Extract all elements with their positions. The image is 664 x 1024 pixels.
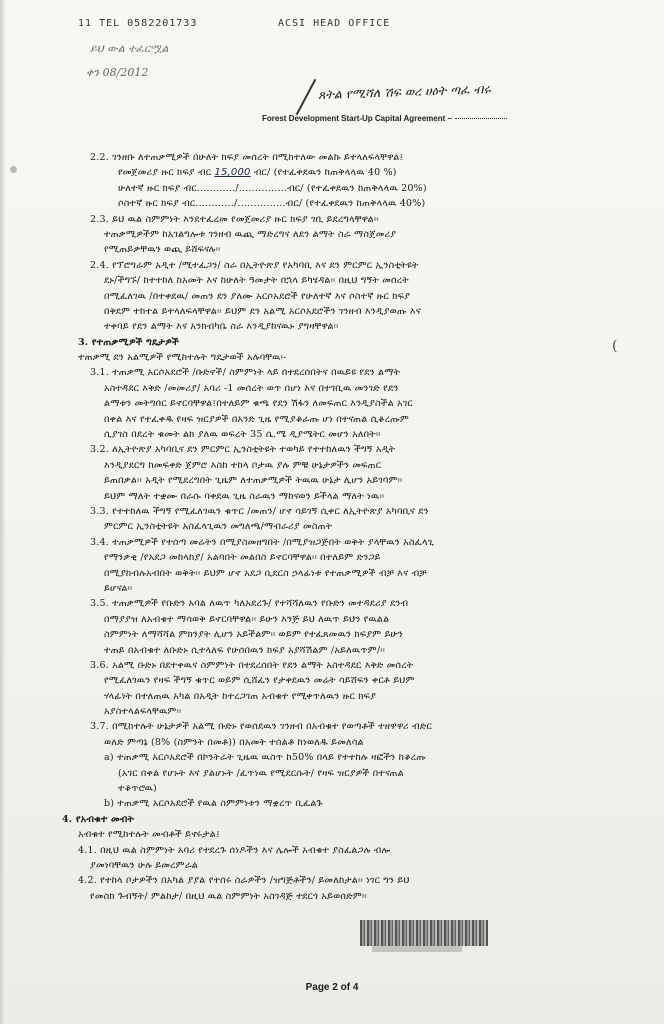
text-line: ሲያገስ በደረት ቁመት ልክ ያለዉ ወፍረት 35 ሴ.ሜ ዲያሜትር መሆን አለበት፡፡ xyxy=(104,429,381,441)
title-dotted-rule xyxy=(455,118,507,119)
text-line: ያመነባቸዉን ሁሉ ይመረምራል xyxy=(90,859,199,871)
text-line: ተጠይ በአብቁተ ለቡድኑ ሲተላለፍ የሁሰበዉን ክፍያ አያሻሽልም /አይለዉጥም/፡፡ xyxy=(104,644,386,656)
text-line: 4.1. በዚህ ዉል ስምምነት አባሪ የተደረጉ ሰነዶችን እና ሌሎች አብቁተ ያስፈልጋሉ ብሎ xyxy=(78,844,391,856)
document-title-text: Forest Development Start-Up Capital Agreement – xyxy=(262,114,452,123)
text-line: በማያያዝ ለአብቁተ ማሳወቅ ይኖርባቸዋል፡፡ ይሁን እንጅ ይህ ለዉጥ ይህን የዉልል xyxy=(104,613,390,625)
text-line: (አገር በቀል የሆኑት እና ያልሆኑት /ፈጥነዉ የሚደርሱት/ የዛፍ ዝርያዎች በተናጠል xyxy=(118,767,404,779)
margin-mark: ( xyxy=(612,338,618,354)
text-line: 3. የተጠቃሚዎች ግዴታዎች xyxy=(78,336,179,348)
handwritten-note-1: ይህ ውል ተፈርሟል xyxy=(90,42,169,55)
punch-hole xyxy=(10,166,17,173)
text-line: 2.2. ገንዘቡ ለተጠቃሚዎች በሁለት ክፍያ መሰረት በሚከተለው መልኩ ይተላለፍላቸዋል፤ xyxy=(90,152,404,163)
text-line: 4. የአብቁተ መብት xyxy=(62,813,135,825)
line-prefix: የመጀመሪያ ዙር ክፍያ ብር xyxy=(118,167,215,179)
scanner-artifact-shadow xyxy=(372,946,462,952)
text-line: ደኑ/ችግኙ/ ከተተከለ ከአመት እና ከሁለት ዓመታት በኋላ ይካሄዳል፡፡ በዚህ ግኝት መሰረት xyxy=(104,275,409,287)
text-line: 3.1. ተጠቃሚ አርሶአደሮች /ቡድኖች/ ስምምነት ላይ በተደረሰበትና በዉይዩ የደን ልማት xyxy=(90,367,401,379)
text-line: ተጠቃሚዎችም ከአገልግሎቱ ገንዘብ ዉጪ ማድረግና ለደን ልማት ስራ ማስጀመሪያ xyxy=(104,228,397,240)
text-line: በሚፈለገዉ /በተቀደዉ/ መጠን ደን ያለሙ አርሶአደሮች የሁለተኛ እና ሶስተኛ ዙር ክፍያ xyxy=(104,290,411,302)
text-line: ስምምነት ለማሻሻል ምክንያት ሊሆን አይችልም፡፡ ወይም የተፈጸመዉን ክፍያም ይሁን xyxy=(104,629,403,641)
text-line: ይህም ማለት ተቋሙ በራሱ ባቀደዉ ጊዜ ስራዉን ማከናወን ይችላል ማለት ነዉ፡፡ xyxy=(104,490,385,502)
text-line: በቀል እና የተፈቀዱ የዛፍ ዝርያዎች በአንድ ጊዜ የሚያቆራጡ ሆነ በተናጠል ሲቆረጡም xyxy=(104,413,409,425)
text-line: ይጠበቃል፡፡ አዲት የሚደረግበት ጊዜም ለተጠቃሚዎች ትዉዉ ሁኔታ ሊሆን አይገባም፡፡ xyxy=(104,475,403,487)
text-line: የሚፈለገዉን የዛፍ ችግኝ ቁጥር ወይም ሲሸፈን የታቀደዉን መሬት ሳይሸፍን ቀርቶ ይህም xyxy=(104,675,415,687)
fax-header xyxy=(78,18,391,29)
fax-office-name: ACSI HEAD OFFICE xyxy=(278,18,391,29)
handwritten-note-2: ቀን 08/2012 xyxy=(86,66,149,79)
text-line: ተጠቃሚ ደን አልሚዎች የሚከተሉት ግዴታወች አሉባቸዉ፡- xyxy=(78,352,287,364)
handwritten-amount: 15,000 xyxy=(214,167,251,179)
text-line: እንዲያደርግ ከመፍቀድ ጀምሮ እስከ ተከላ ቦታዉ ያሉ ምቹ ሁኔታዎችን መፍጠር xyxy=(104,459,382,471)
line-suffix: ብር/ (የተፈቀደዉን ከጠቅላላዉ 40 %) xyxy=(250,167,397,179)
text-line: አስተዳደር እቅድ /መመሪያ/ አባሪ -1 መሰረት ወጥ በሆነ እና በተገቢዉ መንገድ የደን xyxy=(104,382,399,394)
text-line: ልማቱን መትግበር ይኖርባቸዋል፤በተለይም ቁጫ የደን ሽፋን ለመፍጠር እንዲያስችል አገር xyxy=(104,398,413,410)
text-line: በሚያከብሉአብበት ወቅት፡፡ ይህም ሆኖ አደጋ ቢደርስ ኃላፊነቱ የተጠቃሚዎች ብቻ እና ብቻ xyxy=(104,567,427,579)
text-line: b) ተጠቃሚ አርሶአደሮች የዉል ስምምነቱን ማቋረጥ ቢፈልጉ xyxy=(104,798,323,810)
pen-arrow-stroke xyxy=(296,79,317,115)
text-line: ሃላፊነት በተለጠዉ አካል በአዲት ከተረጋገጠ አብቁተ የሚቀጥለዉን ዙር ክፍያ xyxy=(104,690,377,702)
text-line: አብቁተ የሚከተሉት መብቶች ይኖሩታል፤ xyxy=(78,829,220,841)
text-line xyxy=(62,165,607,180)
text-line: 3.5. ተጠቃሚዎች የቡድን አባል ለዉጥ ካለአደረጉ/ የተሻሻለዉን የቡድን መተዳደሪያ ደንብ xyxy=(90,598,409,610)
text-line: 3.7. በሚከተሉት ሁኔታዎች አልሚ ቡድኑ የወሰደዉን ገንዘብ በአብቁተ የወጣቶች ተዘዋዋሪ ብድር xyxy=(90,721,432,733)
page-number: Page 2 of 4 xyxy=(305,982,359,993)
scanner-artifact-stamp xyxy=(360,920,488,946)
text-line: የሚጠይቃቸዉን ወጪ ይሸፍናሉ፡፡ xyxy=(104,244,221,256)
text-line: የመስክ ጉብኝት/ ምልከታ/ በዚህ ዉል ስምምነት አስገዳጅ ተደርጎ አይወሰድም፡፡ xyxy=(90,890,367,902)
text-line: ተቀባይ የደን ልማት እና አንክብካቤ ስራ እንዲያከናዉኑ ያግዛቸዋል፡፡ xyxy=(104,321,339,333)
text-line: ምርምር ኢንስቲትዩት አስፈላጊዉን መግለጫ/ማብራሪያ መስጠት xyxy=(104,521,333,533)
text-line: አያስተላልፍላቸዉም፡፡ xyxy=(104,706,182,718)
text-line: 4.2. የተከላ ቦታዎችን በአካል ያያል የተሰሩ ስራዎችን /ዝግጅቶችን/ ይመለከታል፡፡ ነገር ግን ይህ xyxy=(78,875,410,887)
text-line: 3.6. አልሚ ቡድኑ በደተቀዉና ስምምነት በተደረሰበት የደን ልማት አስተዳደር እቅድ መሰረት xyxy=(90,659,414,671)
page-edge-shadow xyxy=(0,0,6,1024)
text-line: ሁለተኛ ዙር ክፍያ ብር............/...............ብር/ (የተፈቀደዉን ከጠቅላላዉ 20%) xyxy=(118,182,427,194)
text-line: ወለድ ምጣኔ (8% (ስምንት በመቶ)) በአመት ተሰልቶ ከነወለዱ ይመለሳል xyxy=(104,736,364,748)
text-line: ተቆጥሮዉ) xyxy=(118,783,157,795)
text-line: በቅደም ተከተል ይተላለፍላቸዋል፡፡ ይህም ደን አልሚ አርሶአደሮችን ገንዘብ እንዲያወጡ እና xyxy=(104,305,421,317)
text-line: 2.3. ይህ ዉል ስምምነት እንደተፈረመ የመጀመሪያ ዙር ክፍያ ገቢ ይደረግላቸዋል፡፡ xyxy=(90,213,379,225)
text-line: 2.4. የፕሮግራም አዲተ /ሚተፈጋን/ ስራ በኢትዮጵያ የአካባቢ እና ደን ምርምር ኢንስቲትዩት xyxy=(90,259,419,271)
text-line: የማንቃቂ /የአደጋ መከላከያ/ አልባበት መልበስ ይኖርባቸዋል፡፡ በተለይም ድንጋይ xyxy=(104,552,381,564)
text-line: ይሆናል፡፡ xyxy=(104,582,133,594)
handwritten-main-note: ጸትል የሚሻለ ሽፍ ወረ ሀዕት ጣፈ ብሩ xyxy=(317,80,491,103)
fax-phone: 11 TEL 0582201733 xyxy=(78,18,198,29)
document-title xyxy=(262,114,612,123)
document-body xyxy=(62,150,607,904)
text-line: 3.4. ተጠቃሚዎች የተሰጣ መሬትን በሚያስመዘግበት /በሚያዝጋጅበት ወቅት ያላቸዉን አስፈላጊ xyxy=(90,536,434,548)
text-line: ሶስተኛ ዙር ክፍያ ብር............/...............ብር/ (የተፈቀደዉን ከጠቅላላዉ 40%) xyxy=(118,198,426,210)
text-line: a) ተጠቃሚ አርሶአደሮች በኮንትራት ጊዜዉ ዉስጥ ከ50% በላይ የተተከሉ ዛፎችን ከቆረጡ xyxy=(104,752,427,764)
text-line: 3.3. የተተከለዉ ችግኝ የሚፈለገዉን ቁጥር /መጠን/ ሆኖ ሳይገኝ ሲቀር ለኢትዮጵያ አካባቢና ደን xyxy=(90,505,429,517)
text-line: 3.2. ለኢትዮጵያ አካባቢና ደን ምርምር ኢንስቲትዩት ተወካይ የተተከለዉን ችግኝ አዲት xyxy=(90,444,396,456)
